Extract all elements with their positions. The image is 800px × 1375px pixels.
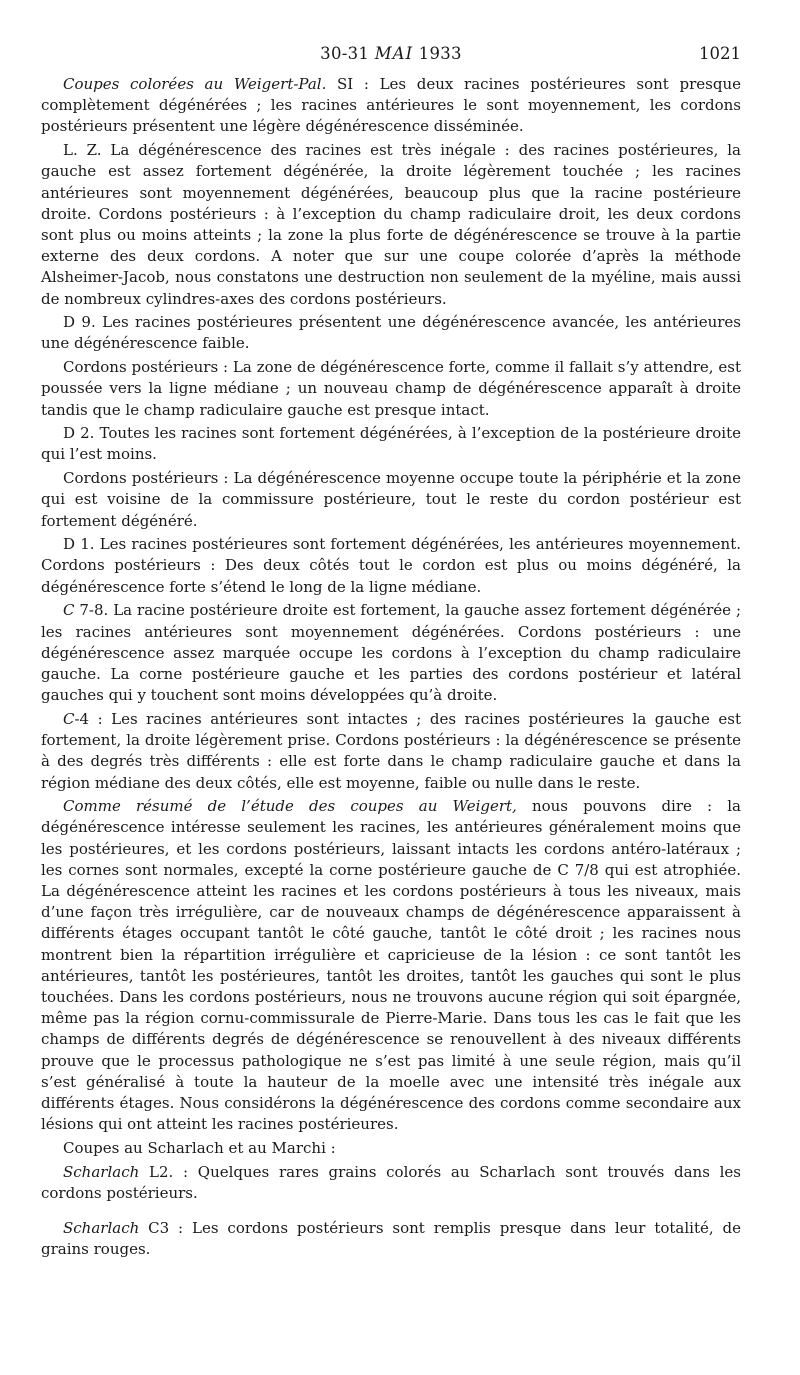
paragraph-text: D 9. Les racines postérieures présentent une dégénérescence avancée, les antérieures une dégénérescence faible. <box>41 313 741 353</box>
paragraph-text: L. Z. La dégénérescence des racines est très inégale : des racines postérieures, la gauche est assez fortement dégénérée, la droite légèrement touchée ; les racines antérieures sont moyennement dégénérées, beaucoup plus que la racine postérieure droite. Cordons postérieurs : à l’exception du champ radiculaire droit, les deux cordons sont plus ou moins atteints ; la zone la plus forte de dégénérescence se trouve à la partie externe des deux cordons. A noter que sur une coupe colorée d’après la méthode Alsheimer-Jacob, nous constatons une destruction non seulement de la myéline, mais aussi de nombreux cylindres-axes des cordons postérieurs. <box>41 141 741 308</box>
paragraph-text: SI : Les deux racines postérieures sont presque complètement dégénérées ; les racines antérieures le sont moyennement, les cordons postérieurs présentent une légère dégénérescence disséminée. <box>41 75 741 136</box>
paragraph-text: L2. : Quelques rares grains colorés au Scharlach sont trouvés dans les cordons postérieurs. <box>41 1162 741 1202</box>
paragraph <box>41 468 741 532</box>
header-year: 1933 <box>418 44 462 63</box>
paragraph <box>41 796 741 1135</box>
paragraph-lead: Scharlach <box>63 1162 140 1181</box>
running-header <box>41 40 741 74</box>
header-month: MAI <box>374 44 414 63</box>
paragraph-text: 7-8. La racine postérieure droite est fortement, la gauche assez fortement dégénérée ; les racines antérieures sont moyennement dégénérées. Cordons postérieurs : une dégénérescence assez marquée occupe les cordons à l’exception du champ radiculaire gauche. La corne postérieure gauche et les parties des cordons postérieur et latéral gauches qui y touchent sont moins développées qu’à droite. <box>41 601 741 705</box>
paragraph-text: D 2. Toutes les racines sont fortement dégénérées, à l’exception de la postérieure droite qui l’est moins. <box>41 424 741 464</box>
paragraph-text: C3 : Les cordons postérieurs sont remplis presque dans leur totalité, de grains rouges. <box>41 1219 741 1259</box>
paragraph-lead: C <box>63 709 75 728</box>
paragraph <box>41 74 741 138</box>
paragraph-text: D 1. Les racines postérieures sont fortement dégénérées, les antérieures moyennement. Cordons postérieurs : Des deux côtés tout le cordon est plus ou moins dégénéré, la dégénérescence forte s’étend le long de la ligne médiane. <box>41 535 741 596</box>
paragraph <box>41 312 741 354</box>
header-date <box>41 44 741 63</box>
header-date-prefix: 30-31 <box>320 44 370 63</box>
page-number: 1021 <box>699 44 741 63</box>
paragraph-lead: Comme résumé de l’étude des coupes au Weigert, <box>63 797 517 816</box>
paragraph-text: Cordons postérieurs : La zone de dégénérescence forte, comme il fallait s’y attendre, est poussée vers la ligne médiane ; un nouveau champ de dégénérescence apparaît à droite tandis que le champ radiculaire gauche est presque intact. <box>41 358 741 419</box>
paragraph <box>41 709 741 794</box>
paragraph <box>41 1138 741 1159</box>
paragraph <box>41 140 741 310</box>
paragraph <box>41 1218 741 1260</box>
paragraph-lead: Scharlach <box>63 1219 140 1238</box>
paragraph <box>41 357 741 421</box>
paragraph-text: Coupes au Scharlach et au Marchi : <box>63 1138 336 1157</box>
paragraph-lead: C <box>63 601 75 620</box>
paragraph-lead: Coupes colorées au Weigert-Pal. <box>63 75 327 93</box>
paragraph <box>41 534 741 598</box>
document-page <box>41 40 741 1263</box>
paragraph <box>41 1162 741 1204</box>
paragraph-text: nous pouvons dire : la dégénérescence intéresse seulement les racines, les antérieures généralement moins que les postérieures, et les cordons postérieurs, laissant intacts les cordons antéro-latéraux ; les cornes sont normales, excepté la corne postérieure gauche de C 7/8 qui est atrophiée. La dégénérescence atteint les racines et les cordons postérieurs à tous les niveaux, mais d’une façon très irrégulière, car de nouveaux champs de dégénérescence apparaissent à différents étages occupant tantôt le côté gauche, tantôt le côté droit ; les racines nous montrent bien la répartition irrégulière et capricieuse de la lésion : ce sont tantôt les antérieures, tantôt les postérieures, tantôt les droites, tantôt les gauches qui sont le plus touchées. Dans les cordons postérieurs, nous ne trouvons aucune région qui soit épargnée, même pas la région cornu-commissurale de Pierre-Marie. Dans tous les cas le fait que les champs de différents degrés de dégénérescence se renouvellent à des niveaux différents prouve que le processus pathologique ne s’est pas limité à une seule région, mais qu’il s’est généralisé à toute la hauteur de la moelle avec une intensité très inégale aux différents étages. Nous considérons la dégénérescence des cordons comme secondaire aux lésions qui ont atteint les racines postérieures. <box>41 797 741 1134</box>
paragraph <box>41 600 741 706</box>
body-text <box>41 74 741 1260</box>
paragraph <box>41 423 741 465</box>
paragraph-text: -4 : Les racines antérieures sont intactes ; des racines postérieures la gauche est fortement, la droite légèrement prise. Cordons postérieurs : la dégénérescence se présente à des degrés très différents : elle est forte dans le champ radiculaire gauche et dans la région médiane des deux côtés, elle est moyenne, faible ou nulle dans le reste. <box>41 709 741 792</box>
paragraph-text: Cordons postérieurs : La dégénérescence moyenne occupe toute la périphérie et la zone qui est voisine de la commissure postérieure, tout le reste du cordon postérieur est fortement dégénéré. <box>41 469 741 530</box>
